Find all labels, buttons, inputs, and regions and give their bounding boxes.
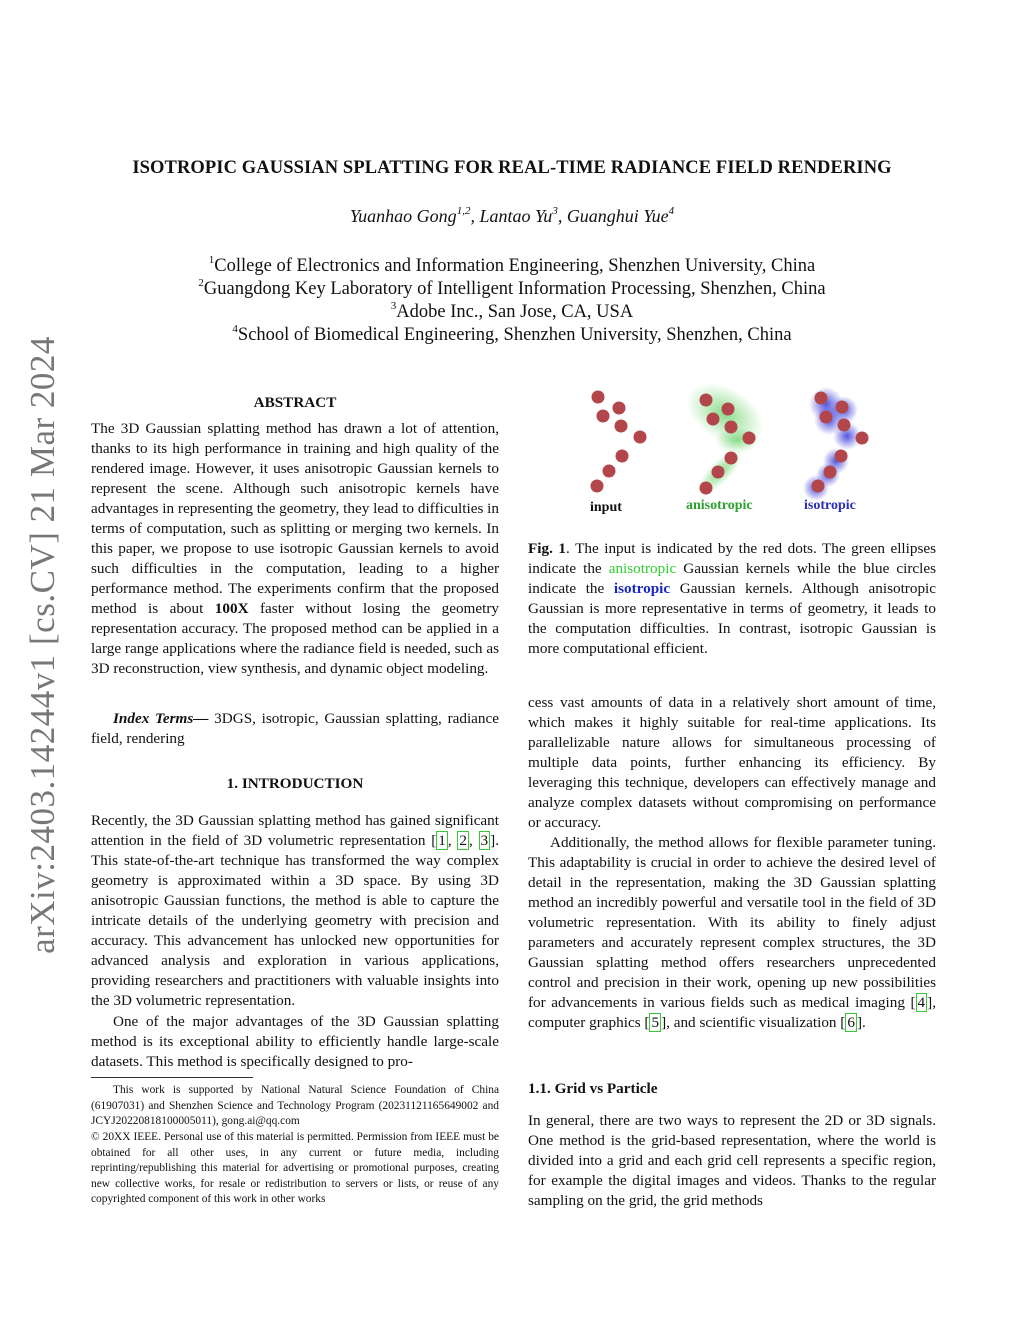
author-sup: 1,2 — [456, 205, 471, 217]
figure-label-input: input — [590, 500, 622, 515]
caption-anisotropic: anisotropic — [608, 560, 677, 577]
anisotropic-dot — [700, 394, 713, 407]
right-text: ]. — [856, 1014, 866, 1031]
figure-1-caption — [528, 539, 936, 659]
citation-link[interactable]: 2 — [459, 832, 468, 849]
subsection-heading: 1.1. Grid vs Particle — [528, 1080, 658, 1097]
input-dot — [603, 465, 616, 478]
anisotropic-dot — [743, 432, 756, 445]
input-dot — [597, 410, 610, 423]
intro-text: ]. This state-of-the-art technique has transformed the way complex geometry is approximated within a 3D space. By using 3D anisotropic Gaussian functions, the method is able to capture the intricate details of the underlying geometry with precision and accuracy. This advancement has unlocked new opportunities for advanced analysis and exploration in various applications, providing researchers and practitioners with valuable insights into the 3D volumetric representation. — [91, 832, 499, 1009]
abstract-text: faster without losing the geometry representation accuracy. The proposed method can be applied in a large range applications where the radiance field is needed, such as 3D reconstruction, view synthesis, and dynamic object modeling. — [91, 600, 499, 677]
right-text: Additionally, the method allows for flexible parameter tuning. This adaptability is crucial in order to achieve the desired level of detail in the representation, making the 3D Gaussian splatting method an incredibly powerful and versatile tool in the field of 3D volumetric representation. With its ability to finely adjust parameters and accurately represent complex structures, the 3D Gaussian splatting method offers researchers unprecedented control and precision in their work, opening up new possibilities for advancements in various fields such as medical imaging [ — [528, 834, 936, 1011]
affiliation-sup: 3 — [390, 300, 397, 312]
arxiv-stamp — [0, 336, 86, 954]
index-terms-label: Index Terms— — [113, 710, 209, 727]
input-dot — [616, 450, 629, 463]
input-dot — [592, 391, 605, 404]
author-name: Lantao Yu — [479, 206, 553, 226]
intro-heading: 1. INTRODUCTION — [226, 775, 364, 792]
isotropic-dot — [835, 450, 848, 463]
affiliation-sup: 2 — [198, 277, 204, 289]
arxiv-id: arXiv:2403.14244v1 [cs.CV] 21 Mar 2024 — [23, 336, 62, 954]
isotropic-dot — [856, 432, 869, 445]
citation-link[interactable]: 1 — [438, 832, 446, 849]
abstract-heading: ABSTRACT — [253, 394, 337, 411]
caption-text: Gaussian kernels. Although anisotropic Gaussian is more representative in terms of geometry, it leads to the computation difficulties. In contrast, isotropic Gaussian is more computational efficient. — [528, 580, 937, 657]
citation-link[interactable]: 6 — [847, 1014, 855, 1031]
intro-text: , — [447, 832, 458, 849]
citation-link[interactable]: 4 — [917, 994, 926, 1011]
isotropic-dot — [820, 411, 833, 424]
author-sup: 3 — [552, 205, 558, 217]
abstract-body — [91, 419, 499, 679]
index-terms-text: 3DGS, isotropic, Gaussian splatting, radiance field, rendering — [91, 710, 499, 747]
caption-isotropic: isotropic — [613, 580, 671, 597]
affiliation-text: College of Electronics and Information Engineering, Shenzhen University, China — [214, 256, 816, 276]
affiliation-sup: 4 — [232, 323, 238, 335]
index-terms — [91, 709, 499, 749]
isotropic-dot — [838, 419, 851, 432]
affiliation-text: Guangdong Key Laboratory of Intelligent Information Processing, Shenzhen, China — [203, 279, 826, 299]
affiliation-3 — [0, 301, 1024, 324]
anisotropic-dot — [712, 466, 725, 479]
footnote-rule — [91, 1077, 253, 1078]
input-dot — [615, 420, 628, 433]
caption-text: . The input is indicated by the red dots. The green ellipses indicate the — [528, 540, 937, 577]
abstract-bold: 100X — [214, 600, 249, 617]
isotropic-dot — [812, 480, 825, 493]
citation-link[interactable]: 3 — [480, 832, 489, 849]
anisotropic-dot — [725, 421, 738, 434]
anisotropic-dot — [725, 452, 738, 465]
abstract-text: The 3D Gaussian splatting method has drawn a lot of attention, thanks to its high performance in training and high quality of the rendered image. However, it uses anisotropic Gaussian kernels to represent the scene. Although such anisotropic kernels have advantages in representing the geometry, they lead to difficulties in terms of computation, such as splitting or merging two kernels. In this paper, we propose to use isotropic Gaussian kernels to avoid such difficulties in the computation, leading to a higher performance method. The experiments confirm that the proposed method is about — [91, 420, 499, 617]
right-text: ], computer graphics [ — [528, 994, 936, 1031]
isotropic-dot — [836, 401, 849, 414]
anisotropic-kernels — [676, 382, 775, 501]
author-name: Yuanhao Gong — [349, 206, 457, 226]
intro-paragraph-2: One of the major advantages of the 3D Gaussian splatting method is its exceptional ability to efficiently handle large-scale datasets. This method is specifically designed to pro- — [91, 1013, 499, 1070]
input-dot — [613, 402, 626, 415]
affiliation-1 — [0, 255, 1024, 278]
affiliation-text: Adobe Inc., San Jose, CA, USA — [396, 302, 634, 322]
right-paragraph-2 — [528, 833, 936, 1033]
isotropic-kernels — [803, 387, 869, 501]
footnote-copyright: © 20XX IEEE. Personal use of this material is permitted. Permission from IEEE must be obtained for all other uses, in any current or future media, including reprinting/republishing this material for advertising or promotional purposes, creating new collective works, for resale or redistribution to servers or lists, or reuse of any copyrighted component of this work in other works — [91, 1131, 499, 1206]
figure-label-anisotropic: anisotropic — [686, 498, 753, 513]
author-sup: 4 — [668, 205, 675, 217]
affiliation-text: School of Biomedical Engineering, Shenzhen University, Shenzhen, China — [237, 325, 792, 345]
caption-text: Gaussian kernels while the blue circles indicate the — [528, 560, 937, 597]
paper-title: ISOTROPIC GAUSSIAN SPLATTING FOR REAL-TIME RADIANCE FIELD RENDERING — [132, 158, 892, 178]
caption-figure-number: Fig. 1 — [528, 540, 567, 557]
figure-label-isotropic: isotropic — [804, 498, 856, 513]
affiliation-4 — [0, 324, 1024, 347]
intro-text: Recently, the 3D Gaussian splatting method has gained significant attention in the field of 3D volumetric representation [ — [91, 812, 499, 849]
input-dot — [591, 480, 604, 493]
affiliation-sup: 1 — [208, 254, 215, 266]
author-name: Guanghui Yue — [566, 206, 669, 226]
citation-link[interactable]: 5 — [651, 1014, 660, 1031]
affiliation-2 — [0, 278, 1024, 301]
anisotropic-dot — [722, 403, 735, 416]
footnote-funding: This work is supported by National Natural Science Foundation of China (61907031) and Shenzhen Science and Technology Program (20231121165649002 and JCYJ20220818100005011), gong.ai@qq.com — [91, 1084, 499, 1128]
isotropic-dot — [815, 392, 828, 405]
intro-text: , — [469, 832, 479, 849]
anisotropic-dot — [700, 482, 713, 495]
right-paragraph-1: cess vast amounts of data in a relatively short amount of time, which makes it highly suitable for real-time applications. Its parallelizable nature allows for simultaneous processing of multiple data points, further enhancing its efficiency. By leveraging this technique, developers can effectively manage and analyze complex datasets without compromising on performance or accuracy. — [528, 694, 936, 831]
input-points — [591, 391, 647, 493]
right-paragraph-3: In general, there are two ways to represent the 2D or 3D signals. One method is the grid-based representation, where the world is divided into a grid and each grid cell represents a specific region, for example the digital images and videos. Thanks to the regular sampling on the grid, the grid methods — [528, 1112, 936, 1209]
isotropic-dot — [824, 466, 837, 479]
right-text: ], and scientific visualization [ — [661, 1014, 846, 1031]
anisotropic-dot — [707, 413, 720, 426]
intro-paragraph-1 — [91, 811, 499, 1011]
input-dot — [634, 431, 647, 444]
author-list: Yuanhao Gong$^{1,2}$, Lantao Yu$^3$, Guanghui Yue$^4$ — [349, 205, 675, 226]
